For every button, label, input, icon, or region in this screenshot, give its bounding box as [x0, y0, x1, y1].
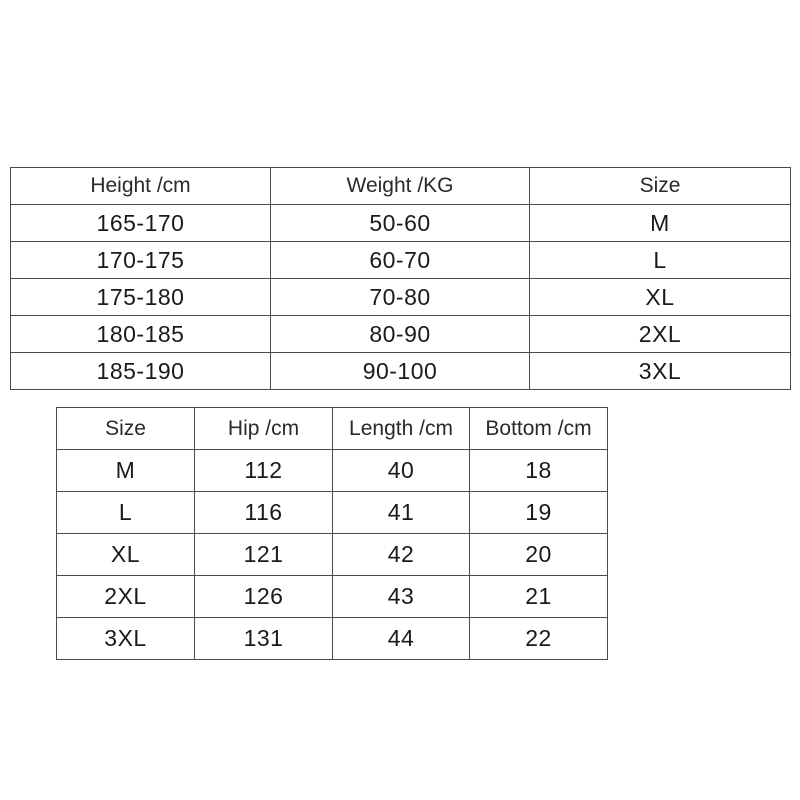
table-row [11, 279, 791, 316]
hip-cell: 126 [195, 576, 333, 618]
size-cell: M [57, 450, 195, 492]
bottom-cell: 21 [470, 576, 608, 618]
weight-cell: 50-60 [271, 205, 530, 242]
garment-measurements-table [56, 407, 608, 660]
hip-cell: 112 [195, 450, 333, 492]
table-row [11, 242, 791, 279]
header-weight: Weight /KG [271, 168, 530, 205]
table-header-row [57, 408, 608, 450]
length-cell: 41 [333, 492, 470, 534]
size-by-height-weight-table [10, 167, 791, 390]
length-cell: 43 [333, 576, 470, 618]
bottom-cell: 20 [470, 534, 608, 576]
table-row [57, 492, 608, 534]
table-row [57, 450, 608, 492]
header-size: Size [57, 408, 195, 450]
table-row [11, 205, 791, 242]
length-cell: 44 [333, 618, 470, 660]
height-cell: 170-175 [11, 242, 271, 279]
bottom-cell: 18 [470, 450, 608, 492]
header-height: Height /cm [11, 168, 271, 205]
table-row [57, 534, 608, 576]
header-size: Size [530, 168, 791, 205]
size-cell: 3XL [530, 353, 791, 390]
table-row [11, 316, 791, 353]
hip-cell: 116 [195, 492, 333, 534]
size-cell: XL [530, 279, 791, 316]
table-row [57, 576, 608, 618]
table-row [57, 618, 608, 660]
height-cell: 175-180 [11, 279, 271, 316]
table-row [11, 353, 791, 390]
length-cell: 42 [333, 534, 470, 576]
bottom-cell: 19 [470, 492, 608, 534]
height-cell: 165-170 [11, 205, 271, 242]
weight-cell: 60-70 [271, 242, 530, 279]
table-header-row [11, 168, 791, 205]
weight-cell: 90-100 [271, 353, 530, 390]
header-length: Length /cm [333, 408, 470, 450]
size-cell: 2XL [530, 316, 791, 353]
length-cell: 40 [333, 450, 470, 492]
size-cell: L [530, 242, 791, 279]
size-cell: L [57, 492, 195, 534]
hip-cell: 121 [195, 534, 333, 576]
size-cell: XL [57, 534, 195, 576]
height-cell: 180-185 [11, 316, 271, 353]
size-cell: M [530, 205, 791, 242]
header-bottom: Bottom /cm [470, 408, 608, 450]
header-hip: Hip /cm [195, 408, 333, 450]
height-cell: 185-190 [11, 353, 271, 390]
size-cell: 2XL [57, 576, 195, 618]
hip-cell: 131 [195, 618, 333, 660]
size-cell: 3XL [57, 618, 195, 660]
weight-cell: 70-80 [271, 279, 530, 316]
weight-cell: 80-90 [271, 316, 530, 353]
bottom-cell: 22 [470, 618, 608, 660]
